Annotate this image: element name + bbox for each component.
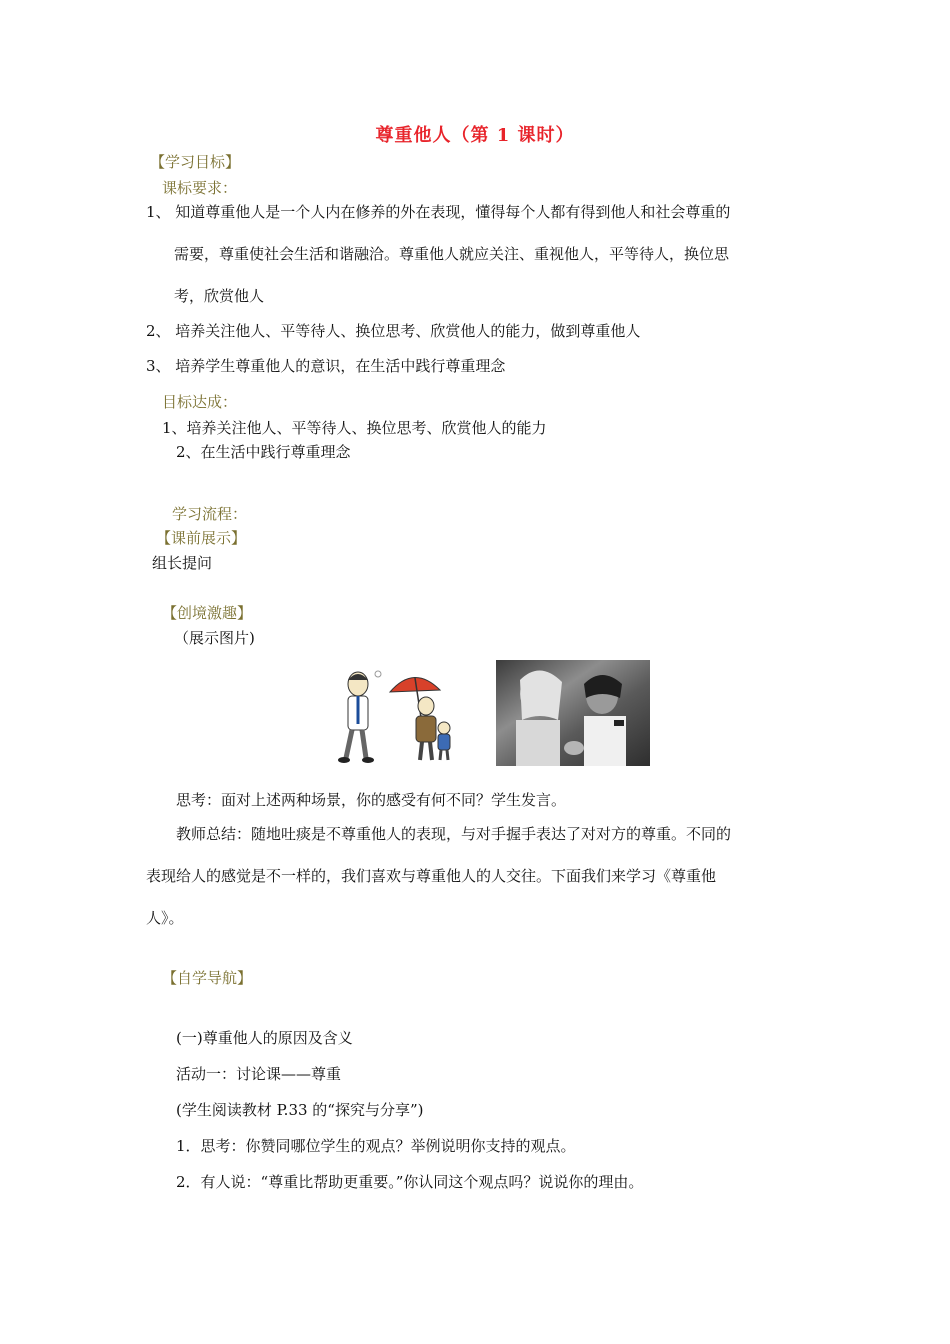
achievement-header: 目标达成：	[162, 393, 238, 411]
scenario-text: （展示图片)	[174, 629, 255, 647]
curriculum-item-3: 3、 培养学生尊重他人的意识，在生活中践行尊重理念	[146, 357, 506, 375]
self-study-item-3: (学生阅读教材 P.33 的“探究与分享”)	[176, 1101, 424, 1119]
goals-header: 【学习目标】	[150, 153, 241, 171]
achievement-item-2: 2、在生活中践行尊重理念	[176, 443, 351, 461]
spitting-cartoon-image	[330, 662, 458, 766]
preview-header: 【课前展示】	[156, 529, 247, 547]
page-title: 尊重他人（第 1 课时）	[375, 125, 575, 146]
self-study-item-5: 2．有人说：“尊重比帮助更重要。”你认同这个观点吗？说说你的理由。	[176, 1173, 644, 1191]
handshake-photo-image	[496, 660, 650, 766]
curriculum-item-1-cont: 需要，尊重使社会生活和谐融洽。尊重他人就应关注、重视他人，平等待人，换位思	[174, 245, 730, 263]
self-study-item-2: 活动一：讨论课——尊重	[176, 1065, 342, 1083]
preview-text: 组长提问	[152, 554, 213, 572]
summary-line-3: 人》。	[146, 909, 184, 927]
curriculum-item-1-cont2: 考，欣赏他人	[174, 287, 265, 305]
self-study-header: 【自学导航】	[162, 969, 253, 987]
self-study-item-1: (一)尊重他人的原因及含义	[176, 1029, 353, 1047]
summary-line-1: 教师总结：随地吐痰是不尊重他人的表现，与对手握手表达了对对方的尊重。不同的	[176, 825, 732, 843]
curriculum-header: 课标要求：	[162, 179, 238, 197]
summary-line-2: 表现给人的感觉是不一样的，我们喜欢与尊重他人的人交往。下面我们来学习《尊重他	[146, 867, 717, 885]
curriculum-item-2: 2、 培养关注他人、平等待人、换位思考、欣赏他人的能力，做到尊重他人	[146, 322, 641, 340]
think-text: 思考：面对上述两种场景，你的感受有何不同？学生发言。	[176, 791, 567, 809]
self-study-item-4: 1．思考：你赞同哪位学生的观点？举例说明你支持的观点。	[176, 1137, 576, 1155]
scenario-header: 【创境激趣】	[162, 604, 253, 622]
achievement-item-1: 1、培养关注他人、平等待人、换位思考、欣赏他人的能力	[162, 419, 547, 437]
curriculum-item-1: 1、 知道尊重他人是一个人内在修养的外在表现，懂得每个人都有得到他人和社会尊重的	[146, 203, 731, 221]
flow-header: 学习流程：	[172, 505, 248, 523]
